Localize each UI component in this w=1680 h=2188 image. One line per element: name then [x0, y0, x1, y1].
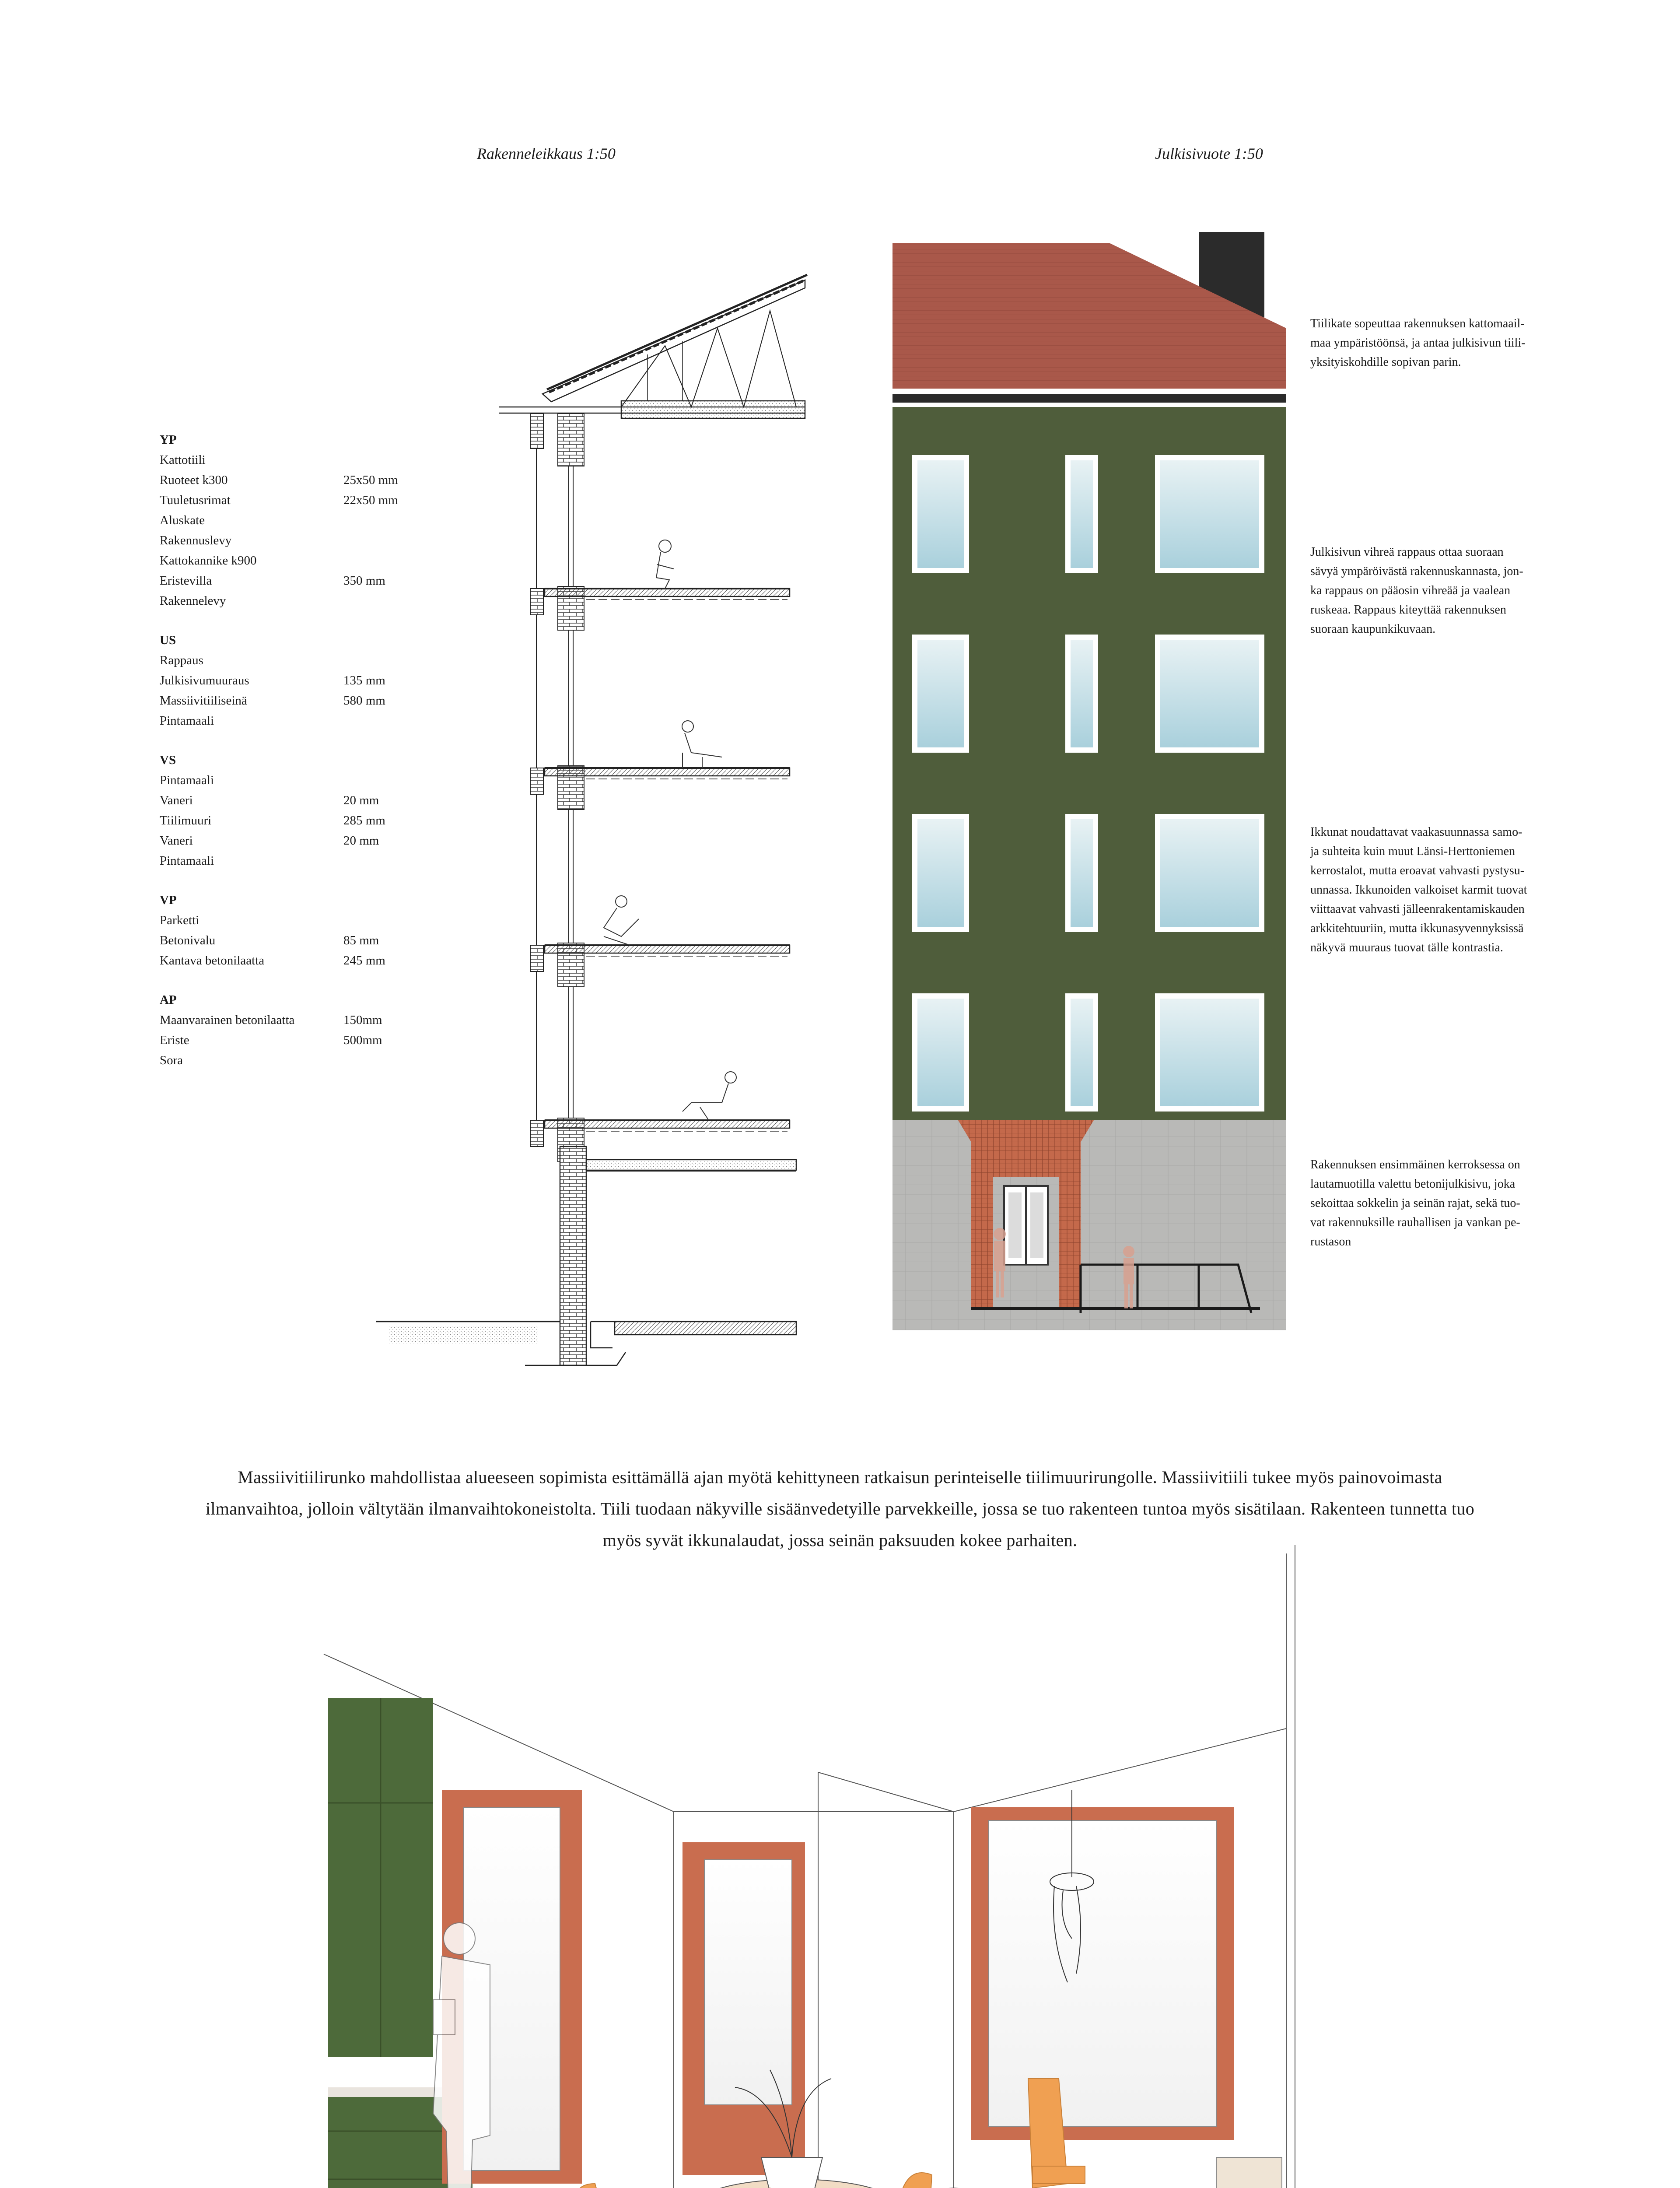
- spec-group-heading: US: [160, 633, 176, 647]
- window-glass: [1160, 460, 1259, 568]
- spec-value: 245 mm: [343, 954, 385, 968]
- window-glass: [917, 819, 964, 927]
- spec-label: Betonivalu: [160, 933, 216, 947]
- structural-section-drawing: [376, 263, 822, 1396]
- spec-label: Rakennuslevy: [160, 533, 232, 547]
- spec-group-heading: VS: [160, 753, 176, 767]
- window-glass: [917, 640, 964, 747]
- spec-value: 135 mm: [343, 673, 385, 687]
- spec-group-heading: AP: [160, 993, 177, 1007]
- spec-label: Aluskate: [160, 513, 205, 527]
- spec-group-heading: YP: [160, 433, 177, 447]
- window-glass: [1160, 819, 1259, 927]
- person-sketch-figures: [604, 540, 736, 1120]
- spec-value: 85 mm: [343, 933, 379, 947]
- spec-value: 350 mm: [343, 574, 385, 588]
- spec-label: Kantava betonilaatta: [160, 954, 265, 968]
- spec-label: Tuuletusrimat: [160, 493, 231, 507]
- roof-note: Tiilikate sopeuttaa rakennuksen kattomaail- maa ympäristöönsä, ja antaa julkisivun tiili- yksityiskohdille sopivan parin.: [1310, 317, 1526, 369]
- window-glass: [1071, 819, 1093, 927]
- spec-value: 20 mm: [343, 834, 379, 848]
- elevation-drawing-title: Julkisivuote 1:50: [1155, 145, 1263, 162]
- window-middle: [682, 1842, 805, 2175]
- spec-label: Vaneri: [160, 793, 193, 807]
- spec-value: 580 mm: [343, 694, 385, 708]
- spec-value: 20 mm: [343, 793, 379, 807]
- spec-label: Parketti: [160, 913, 200, 927]
- facade-elevation-drawing: [892, 232, 1304, 1339]
- caption-paragraph: Massiivitiilirunko mahdollistaa alueeseen sopimista esittämällä ajan myötä kehittyneen ratkaisun perinteiselle tiilimuurirungolle. Massiivitiili tukee myös painovoimasta ilmanvaihtoa, jolloin vältytään ilmanvaihtokoneistolta. Tiili tuodaan näkyville sisäänvedetyille parvekkeille, jossa se tuo rakenteen tuntoa myös sisätilaan. Rakenteen tunnetta tuo myös syvät ikkunalaudat, jossa seinän paksuuden kokee parhaiten.: [205, 1467, 1474, 1550]
- spec-label: Pintamaali: [160, 773, 214, 787]
- spec-label: Julkisivumuuraus: [160, 673, 249, 687]
- spec-label: Vaneri: [160, 834, 193, 848]
- spec-label: Rappaus: [160, 653, 203, 667]
- spec-value: 22x50 mm: [343, 493, 398, 507]
- interior-perspective: [315, 1545, 1365, 2188]
- spec-label: Pintamaali: [160, 714, 214, 728]
- concrete-ground-floor: [892, 1120, 1286, 1330]
- spec-value: 150mm: [343, 1013, 382, 1027]
- spec-label: Pintamaali: [160, 854, 214, 868]
- spec-label: Maanvarainen betonilaatta: [160, 1013, 295, 1027]
- window-glass: [917, 460, 964, 568]
- window-glass: [1071, 460, 1093, 568]
- spec-label: Eristevilla: [160, 574, 212, 588]
- render-note: Julkisivun vihreä rappaus ottaa suoraan sävyä ympäröivästä rakennuskannasta, jon- ka rappaus on pääosin vihreää ja vaalean ruskeaa. Rappaus kiteyttää rakennuksen suoraan kaupunkikuvaan.: [1310, 545, 1523, 636]
- window-glass: [1071, 640, 1093, 747]
- window-glass: [1160, 999, 1259, 1106]
- window-glass: [1071, 999, 1093, 1106]
- spec-label: Tiilimuuri: [160, 813, 212, 828]
- spec-label: Sora: [160, 1053, 183, 1067]
- spec-label: Ruoteet k300: [160, 473, 228, 487]
- window-glass: [1160, 640, 1259, 747]
- spec-value: 285 mm: [343, 813, 385, 828]
- window-glass: [917, 999, 964, 1106]
- spec-label: Kattokannike k900: [160, 554, 257, 568]
- spec-value: 25x50 mm: [343, 473, 398, 487]
- side-table: [1216, 2157, 1282, 2188]
- window-right: [971, 1807, 1234, 2140]
- windows-note: Ikkunat noudattavat vaakasuunnassa samo- ja suhteita kuin muut Länsi-Herttoniemen kerrostalot, mutta eroavat vahvasti pystysu- unnassa. Ikkunoiden valkoiset karmit tuovat viittaavat vahvasti jälleenrakentamiskauden arkkitehtuuriin, mutta ikkunasyvennyksissä näkyvä muuraus tuovat tälle kontrastia.: [1310, 825, 1527, 954]
- spec-group-heading: VP: [160, 893, 177, 907]
- floor-slabs: [545, 589, 790, 1131]
- section-drawing-title: Rakenneleikkaus 1:50: [477, 145, 616, 162]
- ground-floor-note: Rakennuksen ensimmäinen kerroksessa on lautamuotilla valettu betonijulkisivu, joka sekoittaa sokkelin ja seinän rajat, sekä tuo- vat rakennuksille rauhallisen ja vankan pe- rustason: [1310, 1158, 1520, 1248]
- spec-value: 500mm: [343, 1033, 382, 1047]
- roof-section: [499, 275, 807, 418]
- spec-label: Massiivitiiliseinä: [160, 694, 247, 708]
- spec-label: Kattotiili: [160, 453, 206, 467]
- basement-section: [376, 1147, 796, 1365]
- spec-label: Rakennelevy: [160, 594, 226, 608]
- outer-wall-column: [530, 414, 584, 1162]
- spec-label: Eriste: [160, 1033, 189, 1047]
